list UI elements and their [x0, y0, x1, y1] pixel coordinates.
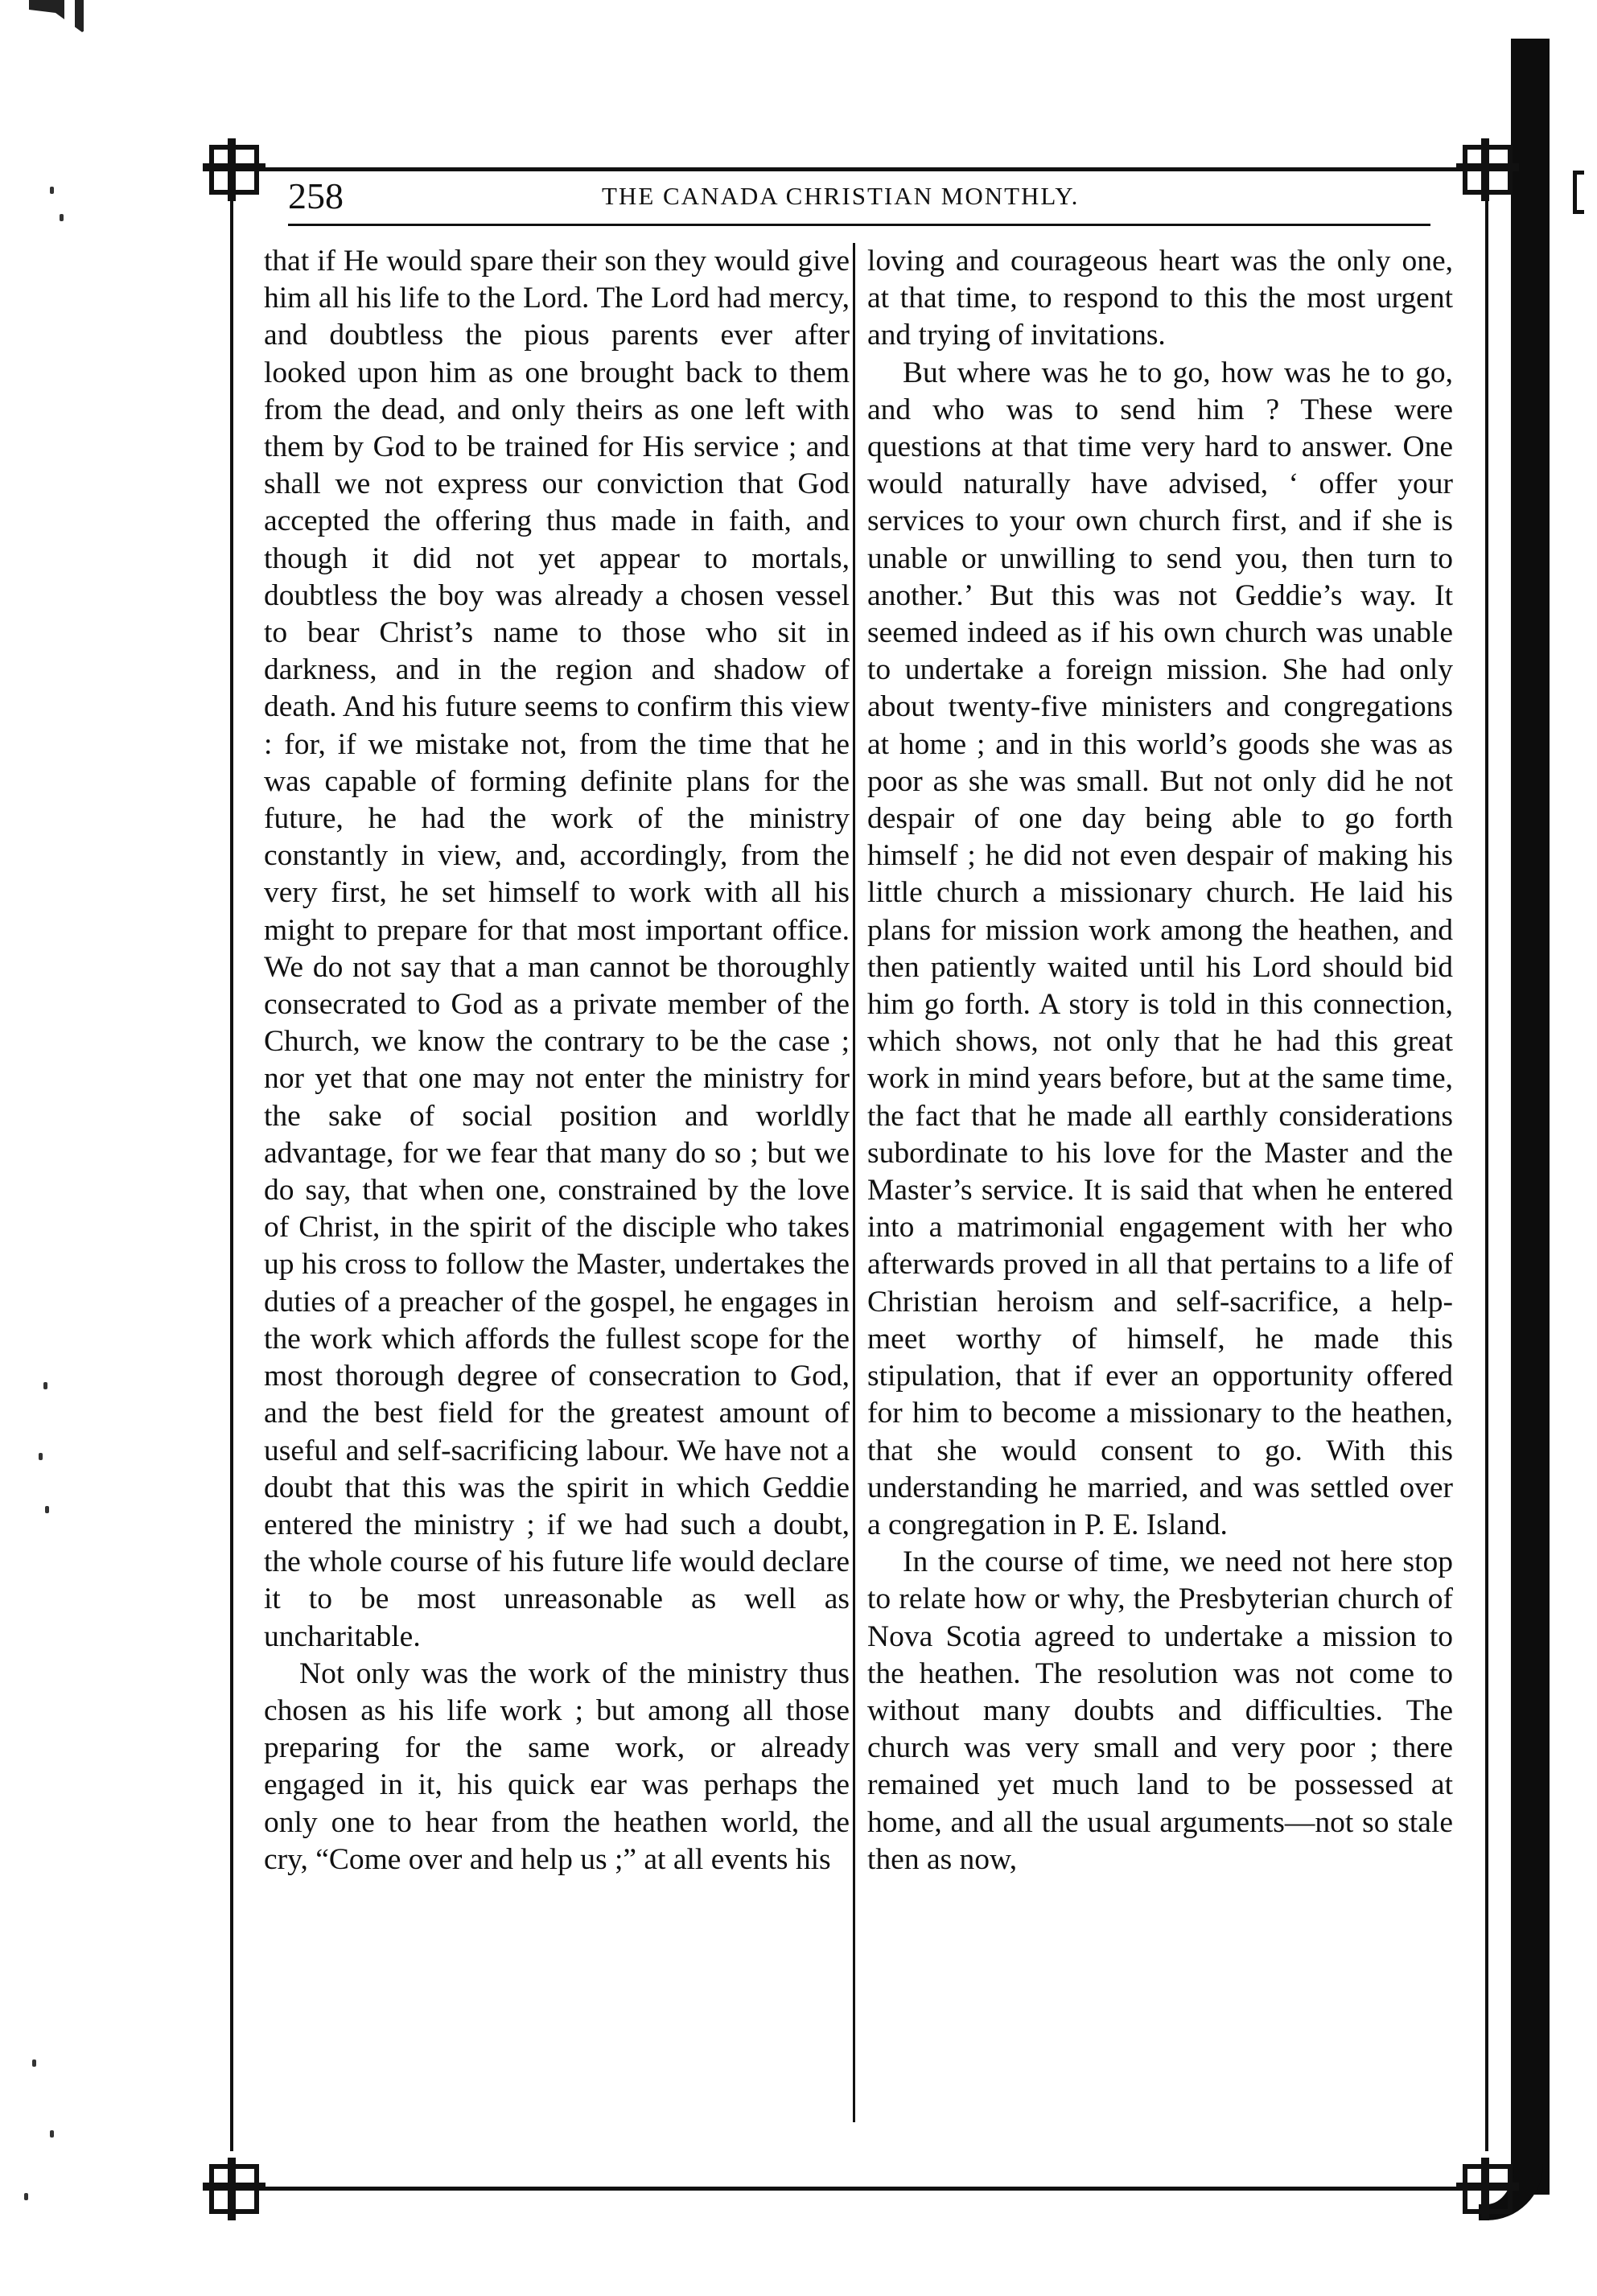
paragraph: that if He would spare their son they would give him all his life to the Lord. The Lord had mercy, and doubtless the pious parents ever after looked upon him as one brought back to them from the dead, and only theirs as one left with them by God to be trained for His service ; and shall we not express our conviction that God accepted the offering thus made in faith, and though it did not yet appear to mortals, doubtless the boy was already a chosen vessel to bear Christ’s name to those who sit in darkness, and in the region and shadow of death. And his future seems to confirm this view : for, if we mistake not, from the time that he was capable of forming definite plans for the future, he had the work of the ministry constantly in view, and, accordingly, from the very first, he set himself to work with all his might to prepare for that most important office. We do not say that a man cannot be thoroughly consecrated to God as a private member of the Church, we know the contrary to be the case ; nor yet that one may not enter the ministry for the sake of social position and worldly advantage, for we fear that many do so ; but we do say, that when one, constrained by the love of Christ, in the spirit of the disciple who takes up his cross to follow the Master, undertakes the duties of a preacher of the gospel, he engages in the work which affords the fullest scope for the most thorough degree of consecration to God, and the best field for the greatest amount of useful and self-sacrificing labour. We have not a doubt that this was the spirit in which Geddie entered the ministry ; if we had such a doubt, the whole course of his future life would declare it to be most unreasonable as well as uncharitable. — [264, 245, 850, 1653]
scan-speck — [43, 1382, 47, 1389]
running-head — [288, 174, 1430, 219]
paragraph: In the course of time, we need not here stop to relate how or why, the Presbyterian church of Nova Scotia agreed to undertake a mission to the heathen. The resolution was not come to without many doubts and difficulties. The church was very small and very poor ; there remained yet much land to be possessed at home, and all the usual arguments—not so stale then as now, — [867, 1545, 1453, 1876]
scan-speck — [60, 214, 64, 221]
frame-corner-ornament-bottom-left — [203, 2158, 265, 2220]
paragraph: Not only was the work of the ministry thus chosen as his life work ; but among all those preparing for the same work, or already engaged in it, his quick ear was perhaps the only one to hear from the heathen world, the cry, “Come over and help us ;” at all events his — [264, 1656, 850, 1876]
scan-speck — [39, 1453, 43, 1460]
frame-corner-ornament-top-left — [203, 138, 265, 201]
right-column — [867, 243, 1453, 1878]
frame-bottom-rule — [254, 2187, 1461, 2191]
column-divider — [853, 243, 855, 2122]
scan-artifact-top — [29, 0, 117, 32]
header-underline — [288, 224, 1430, 226]
paragraph: loving and courageous heart was the only one, at that time, to respond to this the most urgent and trying of invitations. — [867, 245, 1453, 352]
scan-speck — [50, 187, 54, 194]
frame-corner-ornament-bottom-right — [1456, 2158, 1519, 2220]
paragraph: But where was he to go, how was he to go, and who was to send him ? These were questions at that time very hard to answer. One would naturally have advised, ‘ offer your services to your own church first, and if she is unable or unwilling to send you, then turn to another.’ But this was not Geddie’s way. It seemed indeed as if his own church was unable to undertake a foreign mission. She had only about twenty-five ministers and congregations at home ; and in this world’s goods she was as poor as she was small. But not only did he not despair of one day being able to go forth himself ; he did not even despair of making his little church a missionary church. He laid his plans for mission work among the heathen, and then patiently waited until his Lord should bid him go forth. A story is told in this connection, which shows, not only that he had this great work in mind years before, but at the same time, the fact that he made all earthly considerations subordinate to his love for the Master and the Master’s service. It is said that when he entered into a matrimonial engagement with her who afterwards proved in all that pertains to a life of Christian heroism and self-sacrifice, a help-meet worthy of himself, he made this stipulation, that if ever an opportunity offered for him to become a missionary to the heathen, that she would consent to go. With this understanding he married, and was settled over a congregation in P. E. Island. — [867, 356, 1453, 1541]
scan-edge-bar — [1511, 39, 1550, 2195]
running-title: THE CANADA CHRISTIAN MONTHLY. — [602, 182, 1080, 210]
scan-speck — [24, 2193, 28, 2200]
frame-left-rule — [230, 196, 233, 2151]
scan-speck — [32, 2059, 36, 2067]
scan-speck — [50, 2130, 54, 2138]
scan-speck — [45, 1506, 49, 1513]
page-number: 258 — [288, 175, 344, 216]
frame-top-rule — [254, 167, 1461, 171]
left-column — [264, 243, 850, 1878]
frame-corner-ornament-top-right — [1456, 138, 1519, 201]
scan-artifact-right — [1573, 171, 1584, 214]
frame-right-rule — [1485, 196, 1488, 2151]
